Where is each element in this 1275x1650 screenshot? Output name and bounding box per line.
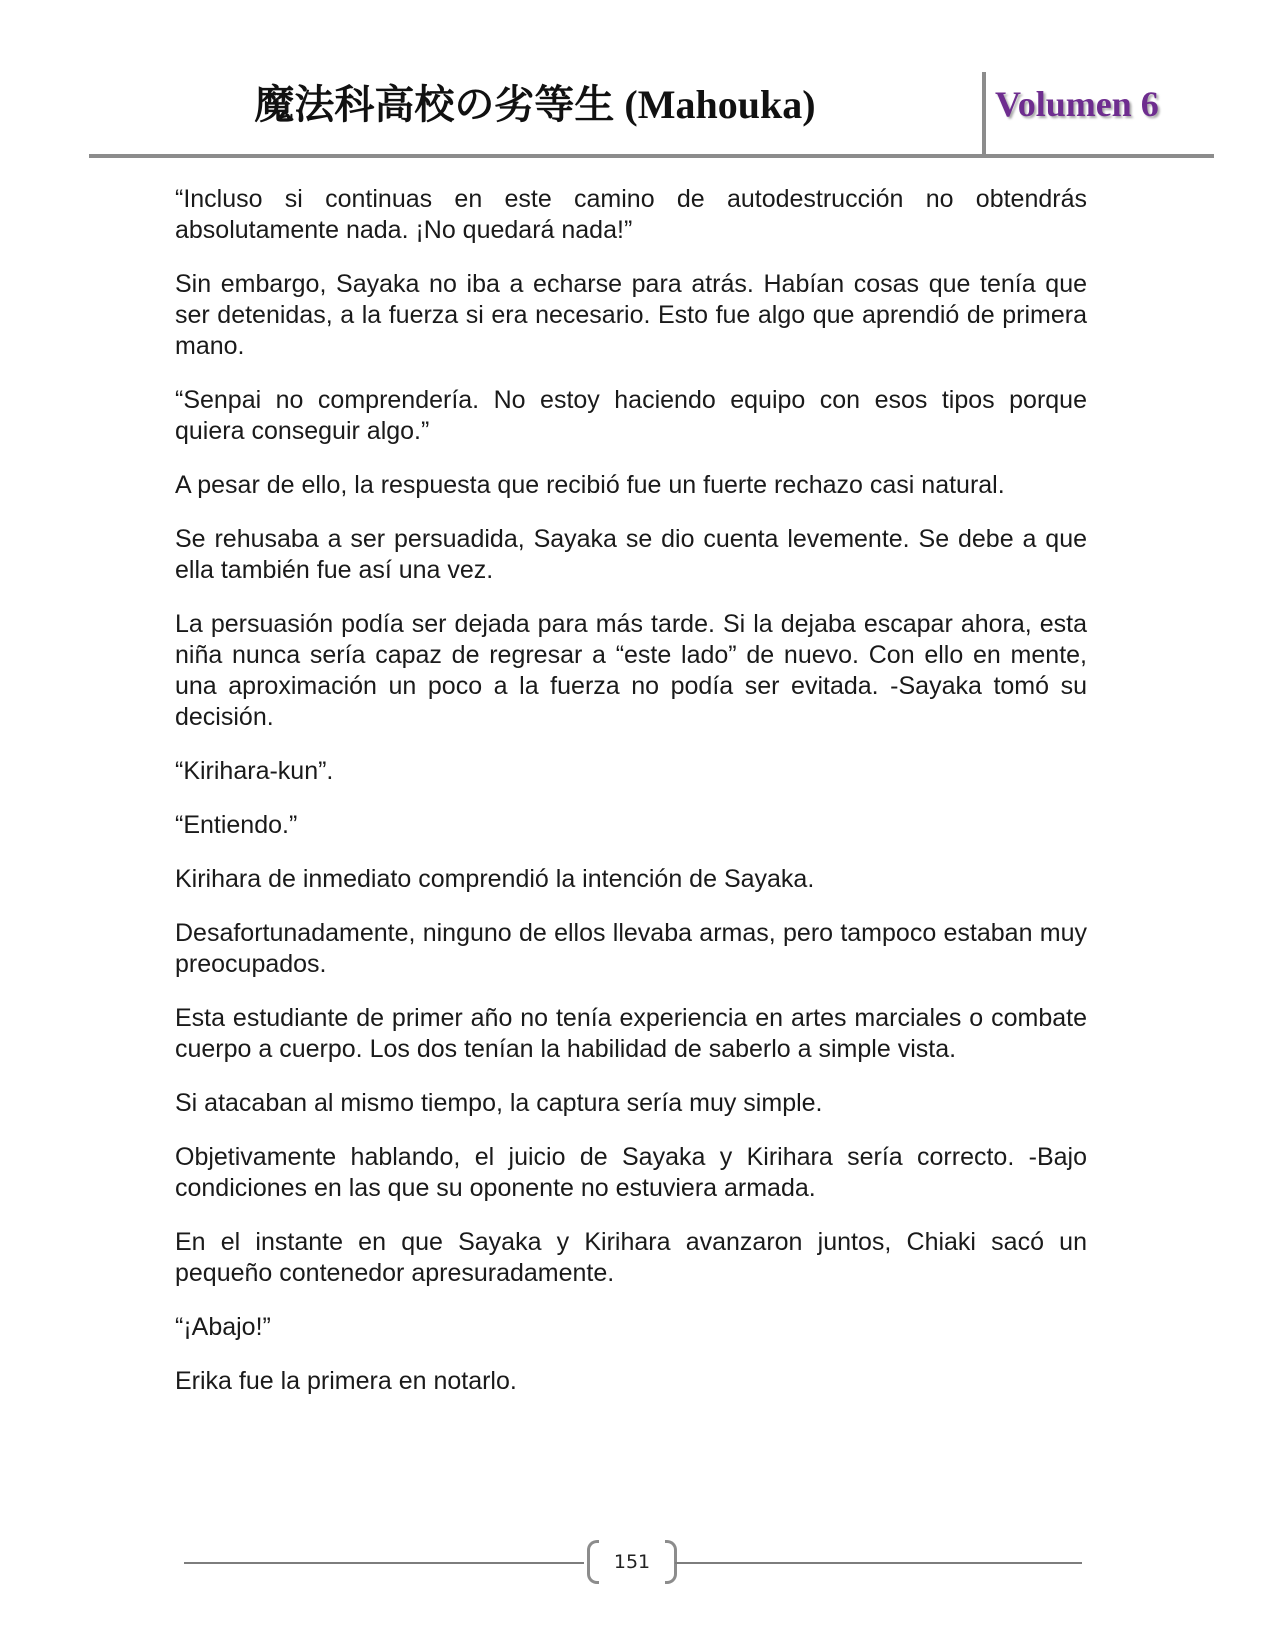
paragraph: Erika fue la primera en notarlo. — [175, 1367, 517, 1395]
paragraph: Si atacaban al mismo tiempo, la captura sería muy simple. — [175, 1089, 823, 1117]
paragraph: Se rehusaba a ser persuadida, Sayaka se dio cuenta levemente. Se debe a que ella también fue así una vez. — [175, 525, 1087, 584]
paragraph: A pesar de ello, la respuesta que recibió fue un fuerte rechazo casi natural. — [175, 471, 1005, 499]
footer-rule-left — [184, 1562, 584, 1564]
paragraph: En el instante en que Sayaka y Kirihara avanzaron juntos, Chiaki sacó un pequeño contenedor apresuradamente. — [175, 1228, 1087, 1287]
paragraph: Esta estudiante de primer año no tenía experiencia en artes marciales o combate cuerpo a cuerpo. Los dos tenían la habilidad de saberlo a simple vista. — [175, 1004, 1087, 1063]
paragraph: “Entiendo.” — [175, 811, 298, 839]
paragraph: “Kirihara-kun”. — [175, 757, 334, 785]
paragraph: Desafortunadamente, ninguno de ellos llevaba armas, pero tampoco estaban muy preocupados. — [175, 919, 1087, 978]
page-number-bracket-left — [587, 1540, 599, 1584]
paragraph: Kirihara de inmediato comprendió la intención de Sayaka. — [175, 865, 815, 893]
paragraph: “¡Abajo!” — [175, 1313, 271, 1341]
volume-label: Volumen 6 — [995, 84, 1159, 124]
book-title: 魔法科高校の劣等生 (Mahouka) — [254, 82, 816, 127]
paragraph: Objetivamente hablando, el juicio de Sayaka y Kirihara sería correcto. -Bajo condiciones en las que su oponente no estuviera armada. — [175, 1143, 1087, 1202]
footer-rule-right — [675, 1562, 1082, 1564]
page-body — [175, 184, 1087, 1420]
paragraph: La persuasión podía ser dejada para más tarde. Si la dejaba escapar ahora, esta niña nunca sería capaz de regresar a “este lado” de nuevo. Con ello en mente, una aproximación un poco a la fuerza no podía ser evitada. -Sayaka tomó su decisión. — [175, 610, 1087, 731]
paragraph: Sin embargo, Sayaka no iba a echarse para atrás. Habían cosas que tenía que ser detenidas, a la fuerza si era necesario. Esto fue algo que aprendió de primera mano. — [175, 270, 1087, 360]
paragraph: “Senpai no comprendería. No estoy haciendo equipo con esos tipos porque quiera conseguir algo.” — [175, 386, 1087, 445]
header-divider — [982, 72, 986, 155]
header-rule — [89, 154, 1214, 158]
paragraph: “Incluso si continuas en este camino de autodestrucción no obtendrás absolutamente nada. ¡No quedará nada!” — [175, 185, 1087, 244]
page-number: 151 — [613, 1551, 651, 1573]
